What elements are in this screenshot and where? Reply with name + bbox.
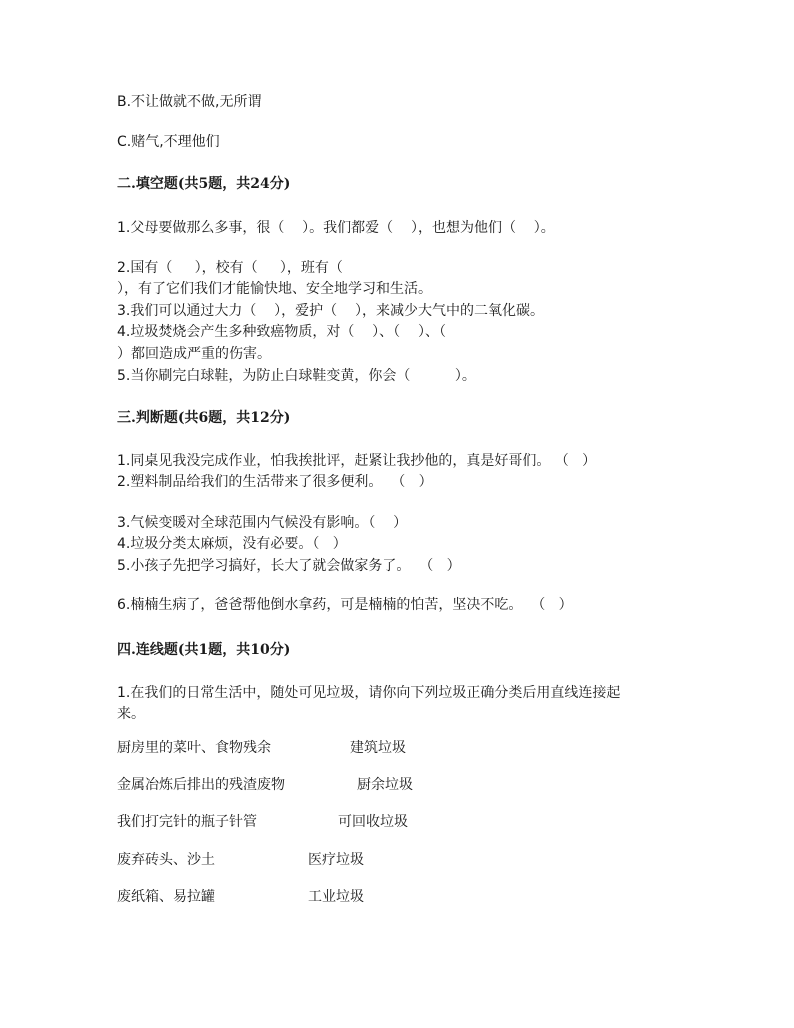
option-c: C.赌气,不理他们 [117,134,220,150]
judge-question-5: 5.小孩子先把学习搞好，长大了就会做家务了。 （ ） [117,558,461,574]
fill-question-3: 3.我们可以通过大力（ ），爱护（ ），来减少大气中的二氧化碳。 [117,303,544,319]
fill-question-4-line-1: 4.垃圾焚烧会产生多种致癌物质，对（ ）、（ ）、（ [117,324,446,340]
judge-question-2: 2.塑料制品给我们的生活带来了很多便利。 （ ） [117,474,433,490]
match-left-item: 废弃砖头、沙土 [117,852,215,868]
judge-question-3: 3.气候变暖对全球范围内气候没有影响。（ ） [117,515,408,531]
section-2-heading: 二.填空题(共5题，共24分) [117,176,291,192]
judge-question-4: 4.垃圾分类太麻烦，没有必要。（ ） [117,536,347,552]
fill-question-1: 1.父母要做那么多事，很（ ）。我们都爱（ ），也想为他们（ ）。 [117,220,555,236]
section-4-heading: 四.连线题(共1题，共10分) [117,642,291,658]
judge-question-1: 1.同桌见我没完成作业，怕我挨批评，赶紧让我抄他的，真是好哥们。 （ ） [117,453,597,469]
match-right-item: 可回收垃圾 [338,814,408,830]
match-left-item: 我们打完针的瓶子针管 [117,814,257,830]
fill-question-2-line-1: 2.国有（ ），校有（ ），班有（ [117,260,343,276]
match-right-item: 厨余垃圾 [357,777,413,793]
match-left-item: 厨房里的菜叶、食物残余 [117,740,271,756]
match-left-item: 废纸箱、易拉罐 [117,889,215,905]
match-question-line-2: 来。 [117,706,145,722]
match-left-item: 金属冶炼后排出的残渣废物 [117,777,285,793]
option-b: B.不让做就不做,无所谓 [117,94,262,110]
fill-question-5: 5.当你刷完白球鞋，为防止白球鞋变黄，你会（ ）。 [117,368,476,384]
match-right-item: 建筑垃圾 [350,740,406,756]
judge-question-6: 6.楠楠生病了，爸爸帮他倒水拿药，可是楠楠的怕苦，坚决不吃。 （ ） [117,597,573,613]
match-question-line-1: 1.在我们的日常生活中，随处可见垃圾，请你向下列垃圾正确分类后用直线连接起 [117,685,621,701]
match-right-item: 医疗垃圾 [308,852,364,868]
fill-question-4-line-2: ）都回造成严重的伤害。 [117,346,271,362]
fill-question-2-line-2: ），有了它们我们才能愉快地、安全地学习和生活。 [117,281,432,297]
section-3-heading: 三.判断题(共6题，共12分) [117,410,291,426]
match-right-item: 工业垃圾 [308,889,364,905]
